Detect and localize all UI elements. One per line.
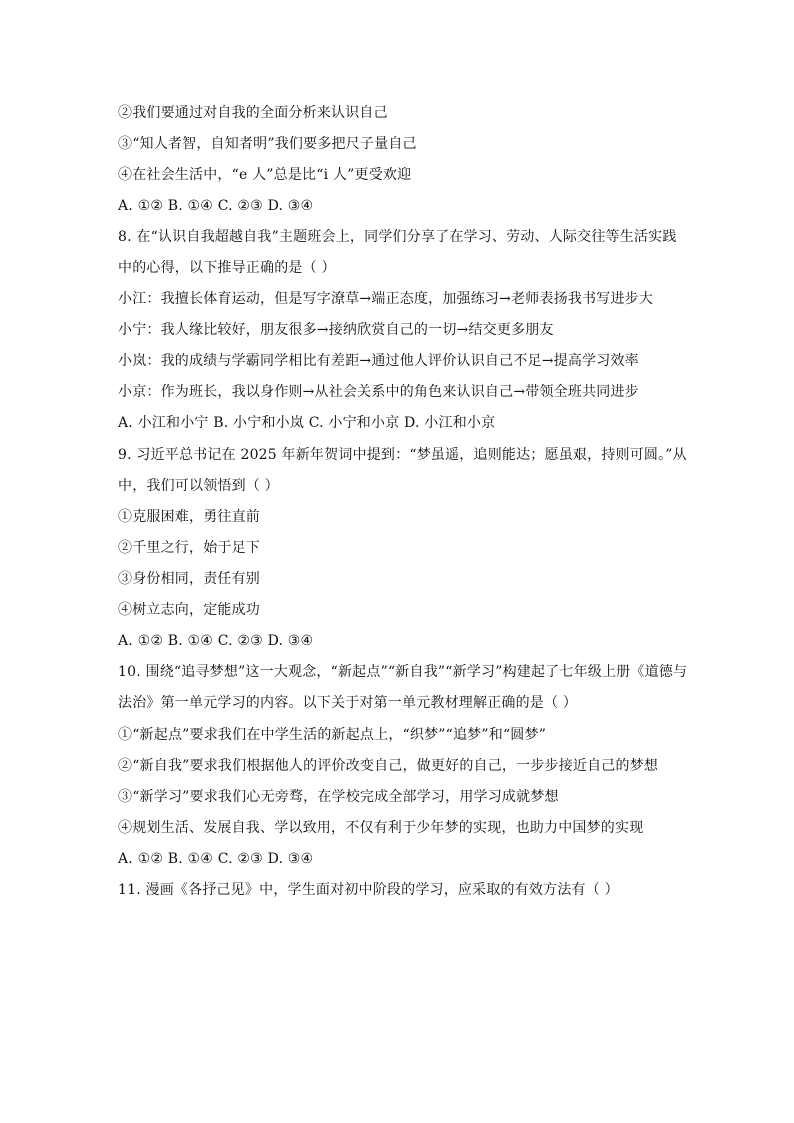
q7-option-2: ②我们要通过对自我的全面分析来认识自己 bbox=[118, 105, 388, 121]
q10-option-4: ④规划生活、发展自我、学以致用，不仅有利于少年梦的实现，也助力中国梦的实现 bbox=[118, 820, 644, 836]
q9-option-1: ①克服困难，勇往直前 bbox=[118, 509, 260, 525]
q9-stem-line-2: 中，我们可以领悟到（ ） bbox=[118, 478, 279, 494]
q10-option-3: ③“新学习”要求我们心无旁骛，在学校完成全部学习，用学习成就梦想 bbox=[118, 789, 559, 805]
q10-choices: A. ①② B. ①④ C. ②③ D. ③④ bbox=[118, 851, 314, 867]
q9-choices: A. ①② B. ①④ C. ②③ D. ③④ bbox=[118, 633, 314, 649]
q8-stem-line-2: 中的心得，以下推导正确的是（ ） bbox=[118, 260, 336, 276]
q9-option-3: ③身份相同，责任有别 bbox=[118, 571, 260, 587]
q9-stem-line-1: 9. 习近平总书记在 2025 年新年贺词中提到：“梦虽遥，追则能达；愿虽艰，持则可圆。”从 bbox=[118, 447, 687, 463]
q7-option-3: ③“知人者智，自知者明”我们要多把尺子量自己 bbox=[118, 136, 417, 152]
q8-statement-xiaojing: 小京：作为班长，我以身作则→从社会关系中的角色来认识自己→带领全班共同进步 bbox=[118, 384, 639, 400]
q8-stem-line-1: 8. 在“认识自我超越自我”主题班会上，同学们分享了在学习、劳动、人际交往等生活实践 bbox=[118, 229, 677, 245]
q7-choices: A. ①② B. ①④ C. ②③ D. ③④ bbox=[118, 198, 314, 214]
q9-option-4: ④树立志向，定能成功 bbox=[118, 602, 260, 618]
q11-stem: 11. 漫画《各抒己见》中，学生面对初中阶段的学习，应采取的有效方法有（ ） bbox=[118, 882, 619, 898]
q8-statement-xiaolan: 小岚：我的成绩与学霸同学相比有差距→通过他人评价认识自己不足→提高学习效率 bbox=[118, 353, 639, 369]
q8-statement-xiaoning: 小宁：我人缘比较好，朋友很多→接纳欣赏自己的一切→结交更多朋友 bbox=[118, 322, 554, 338]
q10-stem-line-1: 10. 围绕“追寻梦想”这一大观念，“新起点”“新自我”“新学习”构建起了七年级上册《道德与 bbox=[118, 664, 688, 680]
q8-statement-xiaojiang: 小江：我擅长体育运动，但是写字潦草→端正态度，加强练习→老师表扬我书写进步大 bbox=[118, 291, 654, 307]
q9-option-2: ②千里之行，始于足下 bbox=[118, 540, 260, 556]
q7-option-4: ④在社会生活中，“e 人”总是比“i 人”更受欢迎 bbox=[118, 167, 412, 183]
q10-option-1: ①“新起点”要求我们在中学生活的新起点上，“织梦”“追梦”和“圆梦” bbox=[118, 727, 547, 743]
q10-option-2: ②“新自我”要求我们根据他人的评价改变自己，做更好的自己，一步步接近自己的梦想 bbox=[118, 758, 659, 774]
q8-choices: A. 小江和小宁 B. 小宁和小岚 C. 小宁和小京 D. 小江和小京 bbox=[118, 415, 496, 431]
q10-stem-line-2: 法治》第一单元学习的内容。以下关于对第一单元教材理解正确的是（ ） bbox=[118, 695, 578, 711]
